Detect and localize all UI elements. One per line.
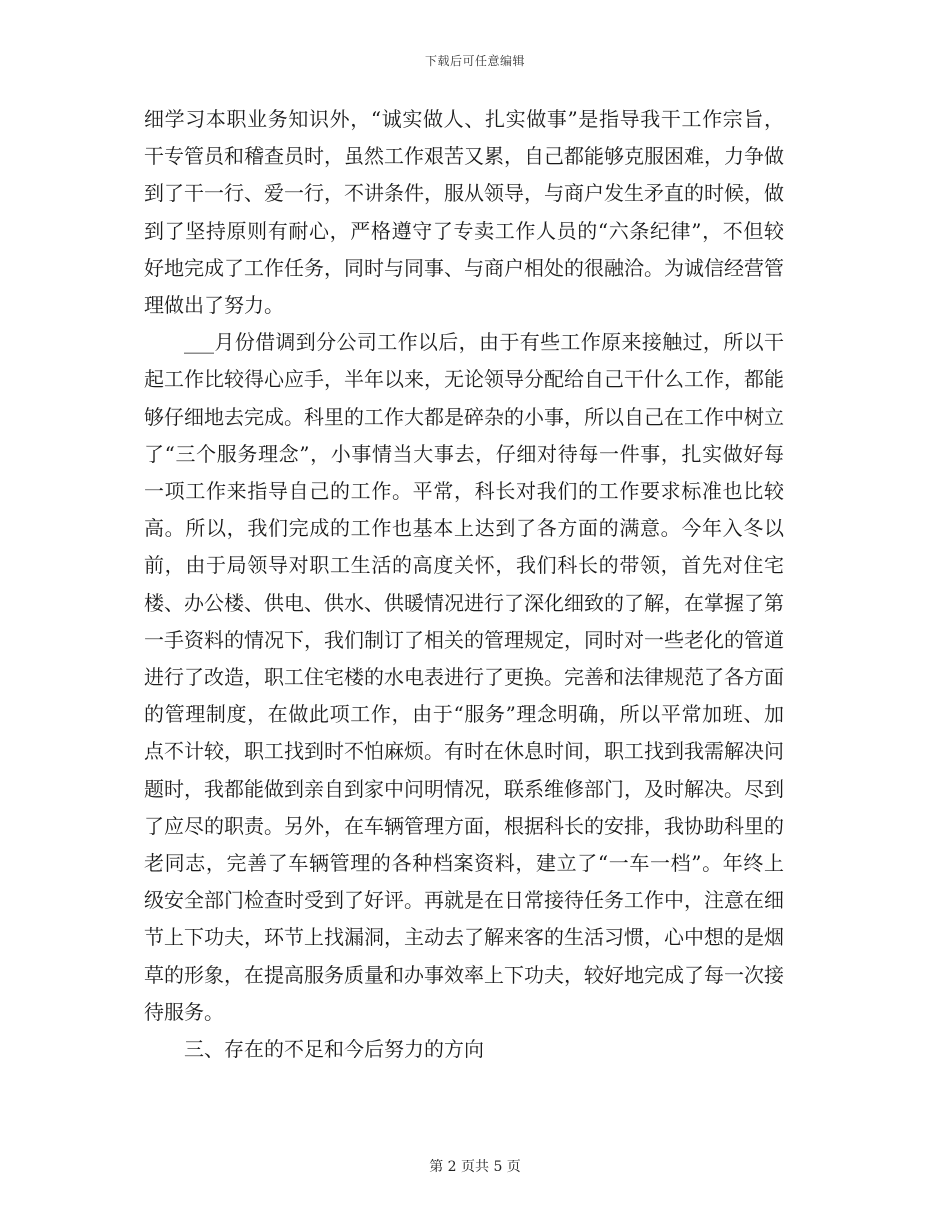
section-heading: 三、存在的不足和今后努力的方向 xyxy=(184,1037,484,1062)
page-header: 下载后可任意编辑 xyxy=(424,54,525,68)
paragraph-continuation: 细学习本职业务知识外，“诚实做人、扎实做事”是指导我干工作宗旨，干专管员和稽查员时，虽然工作艰苦又累，自己都能够克服困难，力争做到了干一行、爱一行，不讲条件，服从领导，与商户发生矛直的时候，做到了坚持原则有耐心，严格遵守了专卖工作人员的“六条纪律”，不但较好地完成了工作任务，同时与同事、与商户相处的很融洽。为诚信经营管理做出了努力。 xyxy=(144,107,784,318)
page-number: 第 2 页共 5 页 xyxy=(429,1159,521,1175)
paragraph-work-summary: ___月份借调到分公司工作以后，由于有些工作原来接触过，所以干起工作比较得心应手，半年以来，无论领导分配给自己干什么工作，都能够仔细地去完成。科里的工作大都是碎杂的小事，所以自己在工作中树立了“三个服务理念”，小事情当大事去，仔细对待每一件事，扎实做好每一项工作来指导自己的工作。平常，科长对我们的工作要求标准也比较高。所以，我们完成的工作也基本上达到了各方面的满意。今年入冬以前，由于局领导对职工生活的高度关怀，我们科长的带领，首先对住宅楼、办公楼、供电、供水、供暖情况进行了深化细致的了解，在掌握了第一手资料的情况下，我们制订了相关的管理规定，同时对一些老化的管道进行了改造，职工住宅楼的水电表进行了更换。完善和法律规范了各方面的管理制度，在做此项工作，由于“服务”理念明确，所以平常加班、加点不计较，职工找到时不怕麻烦。有时在休息时间，职工找到我需解决问题时，我都能做到亲自到家中问明情况，联系维修部门，及时解决。尽到了应尽的职责。另外，在车辆管理方面，根据科长的安排，我协助科里的老同志，完善了车辆管理的各种档案资料，建立了“一车一档”。年终上级安全部门检查时受到了好评。再就是在日常接待任务工作中，注意在细节上下功夫，环节上找漏洞，主动去了解来客的生活习惯，心中想的是烟草的形象，在提高服务质量和办事效率上下功夫，较好地完成了每一次接待服务。 xyxy=(144,330,784,1024)
document-body xyxy=(144,101,784,1068)
